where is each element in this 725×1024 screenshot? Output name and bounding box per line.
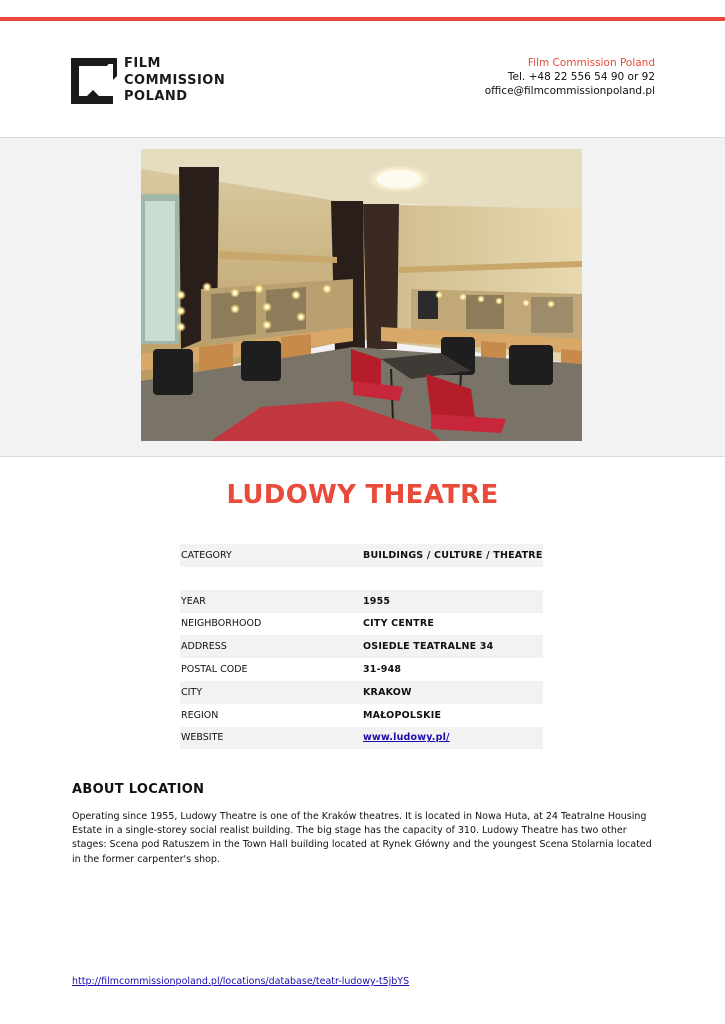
contact-organization: Film Commission Poland — [527, 57, 655, 69]
detail-row-city — [180, 681, 543, 704]
website-link[interactable]: www.ludowy.pl/ — [363, 732, 450, 744]
detail-value: KRAKOW — [362, 681, 543, 704]
detail-label: CITY — [180, 681, 362, 704]
logo-wordmark: FILM COMMISSION POLAND — [124, 56, 226, 104]
about-heading: ABOUT LOCATION — [72, 782, 205, 797]
detail-row-neighborhood — [180, 613, 543, 636]
detail-row-year — [180, 590, 543, 613]
detail-label: WEBSITE — [180, 727, 362, 750]
location-details-table — [180, 544, 543, 749]
detail-value — [362, 727, 543, 750]
detail-value: BUILDINGS / CULTURE / THEATRE — [362, 544, 543, 567]
detail-label: ADDRESS — [180, 635, 362, 658]
location-photo — [141, 149, 582, 441]
detail-value: 31-948 — [363, 664, 402, 676]
detail-value: CITY CENTRE — [363, 618, 435, 630]
detail-row-address — [180, 635, 543, 658]
film-commission-poland-logo — [69, 56, 239, 108]
detail-value: OSIEDLE TEATRALNE 34 — [362, 635, 543, 658]
accent-top-bar — [0, 17, 725, 21]
about-text: Operating since 1955, Ludowy Theatre is one of the Kraków theatres. It is located in Nowa Huta, at 24 Teatralne Housing Estate in a single-storey social realist building. The big stage has the capacity of 310. Ludowy Theatre has two other stages: Scena pod Ratuszem in the Town Hall building located at Rynek Główny and the youngest Scena Stolarnia located in the former carpenter's shop. — [72, 811, 652, 865]
detail-row-category — [180, 544, 543, 567]
page-title: LUDOWY THEATRE — [226, 480, 499, 510]
detail-label: NEIGHBORHOOD — [181, 618, 262, 630]
contact-email: office@filmcommissionpoland.pl — [484, 85, 655, 97]
detail-value: 1955 — [362, 590, 543, 613]
detail-row-postal-code — [180, 658, 543, 681]
detail-label: YEAR — [180, 590, 362, 613]
detail-row-region — [180, 704, 543, 727]
source-url-link[interactable]: http://filmcommissionpoland.pl/locations/database/teatr-ludowy-t5jbYS — [72, 976, 410, 987]
detail-row-website — [180, 727, 543, 750]
detail-label: REGION — [181, 709, 219, 721]
detail-label: POSTAL CODE — [181, 664, 248, 676]
detail-value: MAŁOPOLSKIE — [363, 709, 442, 721]
contact-phone: Tel. +48 22 556 54 90 or 92 — [507, 71, 655, 83]
contact-block — [485, 56, 655, 98]
detail-spacer — [180, 567, 543, 590]
photo-band — [0, 137, 725, 457]
detail-label: CATEGORY — [180, 544, 362, 567]
logo-frame-icon — [69, 56, 121, 106]
